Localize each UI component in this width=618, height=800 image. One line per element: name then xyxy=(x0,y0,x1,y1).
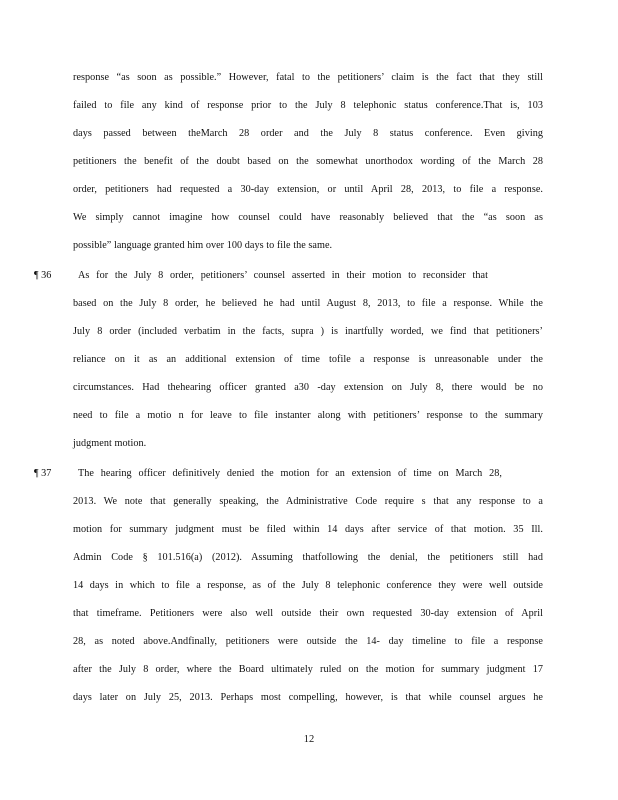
text-line: possible” language granted him over 100 days to file the same. xyxy=(73,240,333,251)
text-line: The hearing officer definitively denied the motion for an extension of time on March 28, xyxy=(78,468,502,479)
text-line: reliance on it as an additional extension of time tofile a response is unreasonable under the xyxy=(73,354,543,365)
text-line: motion for summary judgment must be filed within 14 days after service of that motion. 35 Ill. xyxy=(73,524,543,535)
text-line: failed to file any kind of response prior to the July 8 telephonic status conference.That is, 103 xyxy=(73,100,543,111)
text-line: As for the July 8 order, petitioners’ counsel asserted in their motion to reconsider that xyxy=(78,270,488,281)
text-line: after the July 8 order, where the Board ultimately ruled on the motion for summary judgment 17 xyxy=(73,664,543,675)
text-line: based on the July 8 order, he believed he had until August 8, 2013, to file a response. While the xyxy=(73,298,543,309)
text-line: days later on July 25, 2013. Perhaps most compelling, however, is that while counsel argues he xyxy=(73,692,543,703)
paragraph-marker: ¶ 36 xyxy=(34,270,52,281)
text-line: response “as soon as possible.” However, fatal to the petitioners’ claim is the fact that they still xyxy=(73,72,543,83)
page-number: 12 xyxy=(303,734,315,745)
text-line: 28, as noted above.Andfinally, petitioners were outside the 14- day timeline to file a response xyxy=(73,636,543,647)
text-line: 2013. We note that generally speaking, the Administrative Code require s that any response to a xyxy=(73,496,543,507)
text-line: circumstances. Had thehearing officer granted a30 -day extension on July 8, there would be no xyxy=(73,382,543,393)
text-line: that timeframe. Petitioners were also well outside their own requested 30-day extension of April xyxy=(73,608,543,619)
text-line: We simply cannot imagine how counsel could have reasonably believed that the “as soon as xyxy=(73,212,543,223)
text-line: need to file a motio n for leave to file instanter along with petitioners’ response to the summary xyxy=(73,410,543,421)
text-line: days passed between theMarch 28 order and the July 8 status conference. Even giving xyxy=(73,128,543,139)
text-line: order, petitioners had requested a 30-day extension, or until April 28, 2013, to file a response. xyxy=(73,184,543,195)
text-line: 14 days in which to file a response, as of the July 8 telephonic conference they were well outside xyxy=(73,580,543,591)
text-line: judgment motion. xyxy=(73,438,147,449)
paragraph-marker: ¶ 37 xyxy=(34,468,52,479)
text-line: petitioners the benefit of the doubt based on the somewhat unorthodox wording of the March 28 xyxy=(73,156,543,167)
text-line: July 8 order (included verbatim in the facts, supra ) is inartfully worded, we find that petitioners’ xyxy=(73,326,543,337)
text-line: Admin Code § 101.516(a) (2012). Assuming thatfollowing the denial, the petitioners still had xyxy=(73,552,543,563)
